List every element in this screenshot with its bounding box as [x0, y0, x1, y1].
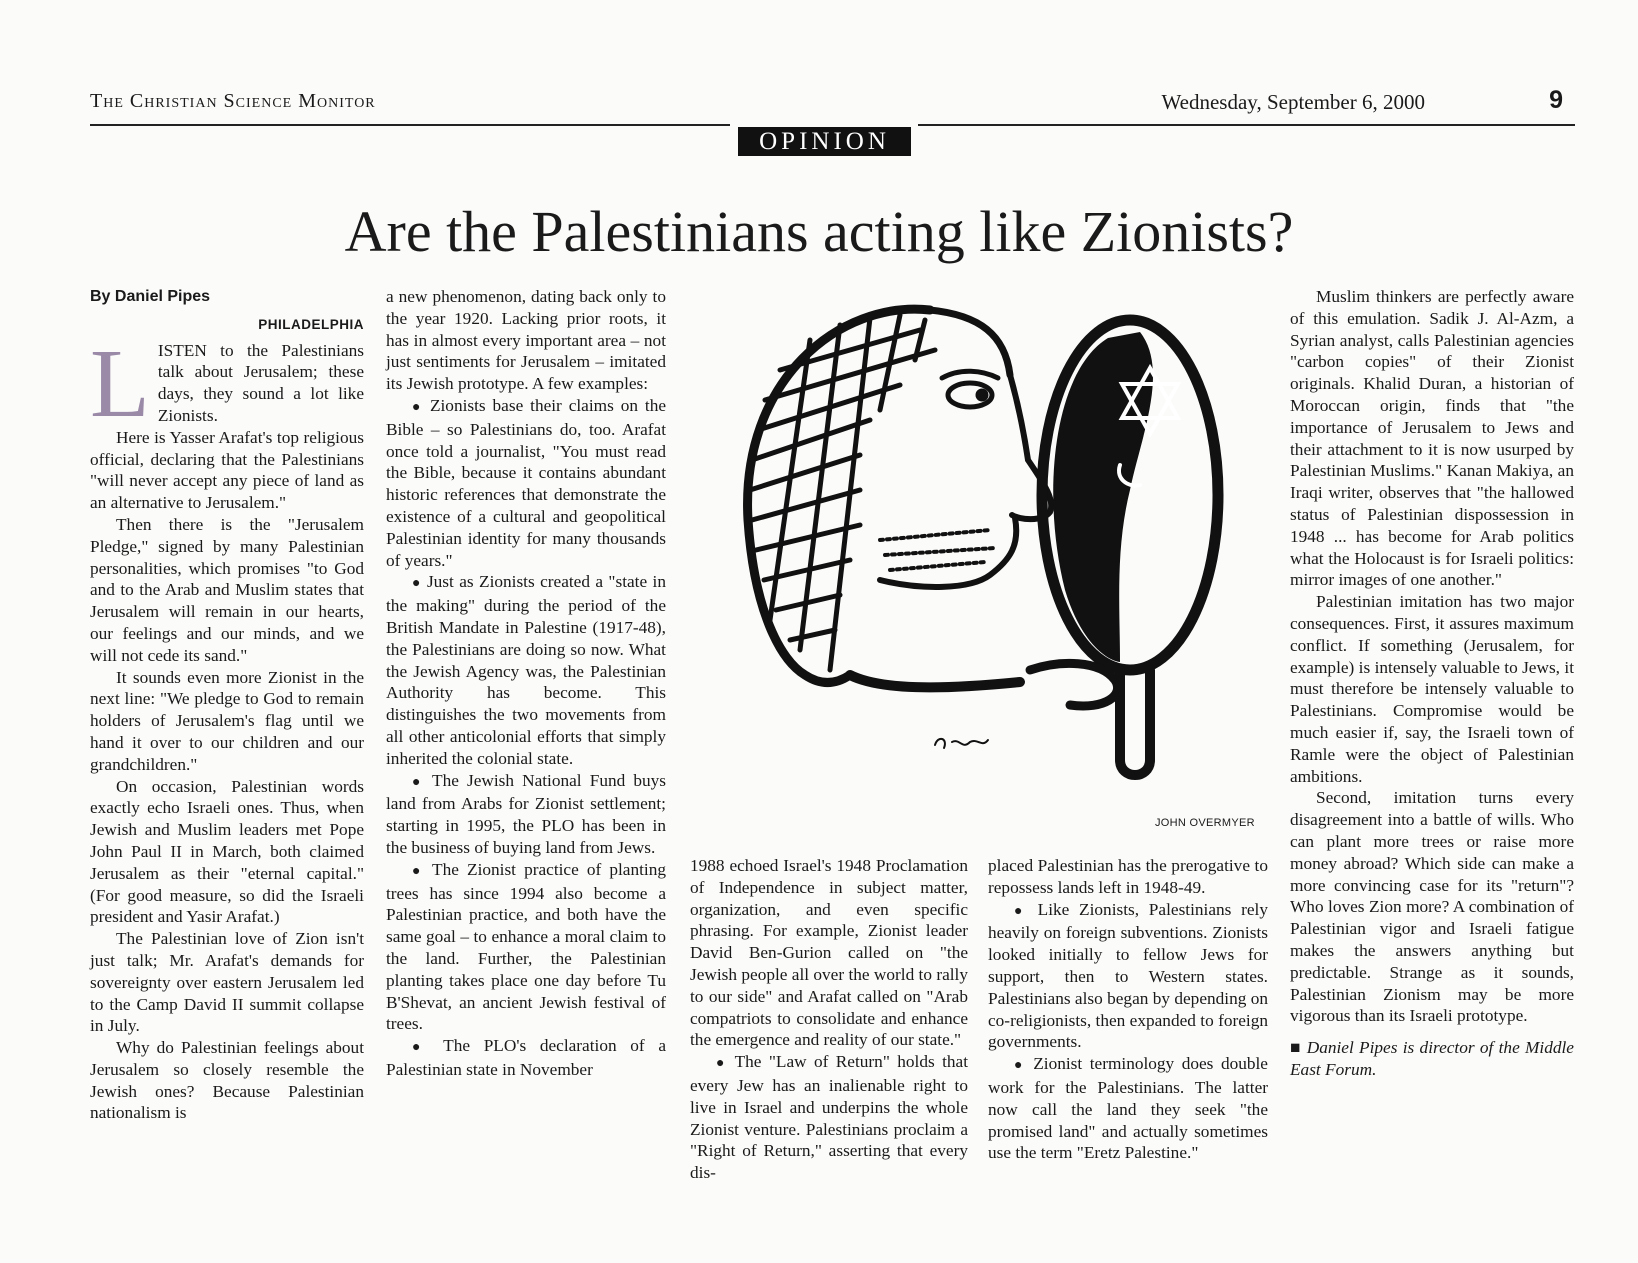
paragraph-text: The "Law of Return" holds that every Jew has an inalienable right to live in Israel and underpins the whole Zionist venture. Palestinians proclaim a "Right of Return," asserting that every dis-: [690, 1052, 968, 1183]
column-4: [988, 855, 1268, 1164]
bullet-icon: ●: [1014, 903, 1028, 919]
paragraph: 1988 echoed Israel's 1948 Proclamation of Independence in subject matter, organization, and even specific phrasing. For example, Zionist leader David Ben-Gurion called on "the Jewish people all over the world to rally to our side" and Arafat called on "Arab compatriots to consolidate and enhance the emergence and reality of our state.": [690, 856, 968, 1050]
bullet-icon: ●: [412, 1040, 430, 1056]
bullet-icon: ●: [716, 1056, 728, 1072]
section-label: OPINION: [738, 127, 911, 156]
bullet-paragraph: [386, 571, 666, 769]
issue-date: Wednesday, September 6, 2000: [1161, 90, 1425, 114]
paragraph: placed Palestinian has the prerogative to repossess lands left in 1948-49.: [988, 856, 1268, 897]
paragraph-text: The Zionist practice of planting trees has since 1994 also become a Palestinian practice, and both have the same goal – to enhance a moral claim to the land. Further, the Palestinian planting takes place one day before Tu B'Shevat, an ancient Jewish festival of trees.: [386, 859, 666, 1034]
bullet-icon: ●: [412, 774, 425, 790]
bullet-icon: ●: [412, 399, 424, 415]
column-1: [90, 286, 364, 1124]
author-bio: [1290, 1037, 1574, 1081]
bullet-icon: ●: [412, 863, 425, 879]
bullet-icon: ●: [1014, 1058, 1026, 1074]
paragraph-text: Zionist terminology does double work for the Palestinians. The latter now call the land they seek "the promised land" and actually sometimes use the term "Eretz Palestine.": [988, 1054, 1268, 1163]
page-number: 9: [1549, 86, 1563, 114]
column-3: [690, 855, 968, 1184]
masthead: [90, 86, 1575, 116]
bullet-paragraph: [386, 859, 666, 1035]
masthead-rule-right: [918, 124, 1575, 126]
bullet-paragraph: [386, 395, 666, 571]
artist-signature: [935, 739, 988, 748]
illustration-credit: JOHN OVERMYER: [1155, 817, 1255, 829]
bio-marker-icon: ■: [1290, 1038, 1302, 1058]
byline: By Daniel Pipes: [90, 288, 211, 305]
paragraph: It sounds even more Zionist in the next line: "We pledge to God to remain holders of Jerusalem's flag until we hand it over to our children and our grandchildren.": [90, 667, 364, 774]
paragraph-text: Zionists base their claims on the Bible – so Palestinians do, too. Arafat once told a journalist, "You must read the Bible, because it contains abundant historic references that demonstrate the existence of a cultural and geopolitical Palestinian identity for many thousands of years.": [386, 395, 667, 570]
bullet-icon: ●: [412, 576, 422, 592]
headline: Are the Palestinians acting like Zionists?: [344, 199, 1294, 264]
paragraph: Palestinian imitation has two major consequences. First, it assures maximum conflict. If something (Jerusalem, for example) is intensely valuable to Jews, it must therefore be intensely valuable to Palestinians. Compromise would be much easier if, say, the Israeli town of Ramle were the object of Palestinian ambitions.: [1290, 592, 1574, 786]
paragraph: Muslim thinkers are perfectly aware of this emulation. Sadik J. Al-Azm, a Syrian analyst, calls Palestinian agencies "carbon copies" of their Zionist originals. Khalid Duran, a historian of Moroccan origin, finds that "the importance of Jerusalem to Jews and their attachment to it is now usurped by Palestinian Muslims." Kanan Makiya, an Iraqi writer, observes that "the hallowed status of Palestinian dispossession in 1948 ... has become for Arab politics what the Holocaust is for Israeli politics: mirror images of one another.": [1290, 287, 1574, 590]
paragraph: The Palestinian love of Zion isn't just talk; Mr. Arafat's demands for sovereignty over eastern Jerusalem led to the Camp David II summit collapse in July.: [90, 929, 364, 1036]
paragraph-text: Like Zionists, Palestinians rely heavily on foreign subventions. Zionists looked initially to fellow Jews for support, then to Western states. Palestinians also began by depending on co-religionists, then expanded to foreign governments.: [988, 899, 1268, 1052]
column-2: [386, 286, 666, 1081]
bullet-paragraph: [386, 770, 666, 859]
paragraph: On occasion, Palestinian words exactly echo Israeli ones. Thus, when Jewish and Muslim leaders met Pope John Paul II in March, both claimed Jerusalem as their "eternal capital." (For good measure, so did the Israeli president and Yasir Arafat.): [90, 776, 364, 927]
drop-cap: L: [90, 329, 150, 438]
cartoon-illustration: [720, 290, 1240, 830]
paragraph: Then there is the "Jerusalem Pledge," signed by many Palestinian personalities, which promises "to God and to the Arab and Muslim states that Jerusalem will remain in our hearts, our feelings and our minds, and we will not cede its sand.": [90, 514, 364, 665]
column-5: [1290, 286, 1574, 1081]
paragraph-text: The PLO's declaration of a Palestinian state in November: [386, 1036, 666, 1079]
dateline: PHILADELPHIA: [258, 316, 364, 332]
paragraph: Here is Yasser Arafat's top religious official, declaring that the Palestinians "will never accept any piece of land as an alternative to Jerusalem.": [90, 427, 364, 513]
paragraph-text: ISTEN to the Palestinians talk about Jerusalem; these days, they sound a lot like Zionists.: [157, 340, 364, 425]
bullet-paragraph: [988, 1053, 1268, 1164]
masthead-rule-left: [90, 124, 730, 126]
paragraph-text: Just as Zionists created a "state in the making" during the period of the British Mandate in Palestine (1917-48), the Palestinians are doing so now. What the Jewish Agency was, the Palestinian Authority has become. This distinguishes the two movements from all other anticolonial efforts that simply inherited the colonial state.: [386, 572, 666, 768]
paragraph: Second, imitation turns every disagreement into a battle of wills. Who can plant more trees or raise more money abroad? Which side can make a more convincing case for its "return"? Who loves Zion more? A combination of Palestinian vigor and Israeli fatigue makes the answers anything but predictable. Strange as it sounds, Palestinian Zionism may be more vigorous than its Israeli prototype.: [1290, 788, 1574, 1026]
bullet-paragraph: [690, 1051, 968, 1184]
bullet-paragraph: [988, 899, 1268, 1054]
bio-text: Daniel Pipes is director of the Middle East Forum.: [1290, 1038, 1574, 1079]
paper-name: The Christian Science Monitor: [90, 90, 376, 112]
mirror-handle: [1120, 670, 1150, 775]
paragraph-text: The Jewish National Fund buys land from Arabs for Zionist settlement; starting in 1995, the PLO has been in the business of buying land from Jews.: [386, 770, 666, 857]
paragraph: a new phenomenon, dating back only to the year 1920. Lacking prior roots, it has in almost every important area – not just sentiments for Jerusalem – imitated its Jewish prototype. A few examples:: [386, 287, 666, 394]
lead-paragraph: [90, 329, 364, 438]
bullet-paragraph: [386, 1035, 666, 1081]
paragraph: Why do Palestinian feelings about Jerusalem so closely resemble the Jewish ones? Because Palestinian nationalism is: [90, 1038, 364, 1123]
